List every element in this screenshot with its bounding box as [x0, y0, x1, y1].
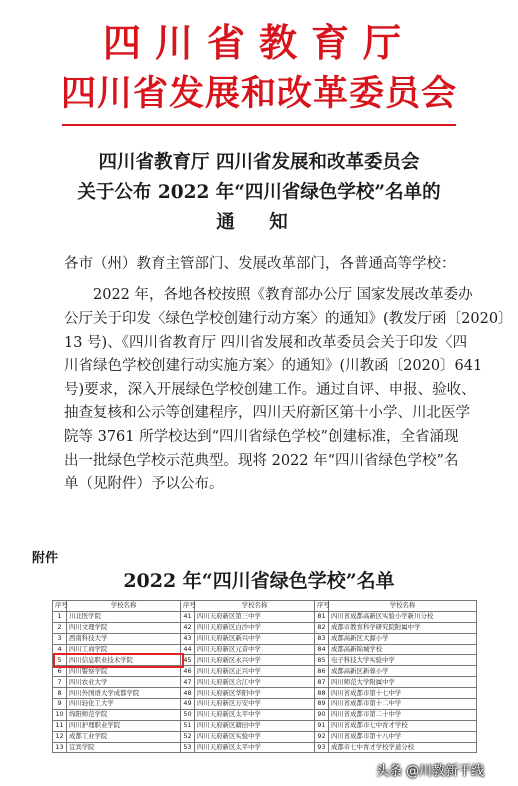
school-name-cell: 四川省成都市第十七中学	[329, 688, 477, 699]
school-name-cell: 四川天府新区万安中学	[195, 699, 315, 710]
serial-number-cell: 83	[315, 633, 329, 644]
table-row	[53, 677, 477, 688]
school-name-cell: 四川天府新区正兴中学	[195, 666, 315, 677]
school-name-cell: 四川天府新区籍田中学	[195, 720, 315, 731]
serial-number-cell: 9	[53, 699, 67, 710]
body-line: 出一批绿色学校示范典型。现将 2022 年“四川省绿色学校”名	[64, 453, 459, 469]
attachment-label: 附件	[32, 551, 59, 566]
serial-number-cell: 81	[315, 611, 329, 622]
school-name-cell: 绵阳师范学院	[67, 709, 181, 720]
body-line: 13 号)、《四川省教育厅 四川省发展和改革委员会关于印发〈四	[64, 335, 468, 351]
body-line: 川省绿色学校创建行动实施方案〉的通知》(川教函〔2020〕641	[64, 358, 483, 374]
school-name-cell: 四川天府新区第三中学	[195, 611, 315, 622]
serial-number-cell: 87	[315, 677, 329, 688]
highlight-box	[53, 653, 184, 668]
serial-number-cell: 11	[53, 720, 67, 731]
body-salutation: 各市（州）教育主管部门、发展改革部门，各普通高等学校：	[64, 256, 456, 272]
school-name-cell: 成都市教育科学研究院附属中学	[329, 622, 477, 633]
school-name-cell: 四川天府新区新兴中学	[195, 633, 315, 644]
body-line: 号)要求，深入开展绿色学校创建工作。通过自评、申报、验收、	[64, 382, 476, 398]
serial-number-cell: 90	[315, 709, 329, 720]
serial-number-cell: 47	[181, 677, 195, 688]
school-name-cell: 成都高新锦城学校	[329, 644, 477, 655]
issuer-development-commission: 四川省发展和改革委员会	[60, 74, 457, 114]
issuer-education-dept: 四川省教育厅	[102, 21, 415, 65]
serial-number-cell: 13	[53, 742, 67, 753]
table-row	[53, 611, 477, 622]
body-line: 2022 年，各地各校按照《教育部办公厅 国家发展改革委办	[93, 287, 473, 303]
school-name-cell: 四川警察学院	[67, 666, 181, 677]
serial-number-cell: 4	[53, 644, 67, 655]
column-header: 序号	[53, 601, 67, 612]
table-header-row	[53, 601, 477, 612]
school-name-cell: 四川护理职业学院	[67, 720, 181, 731]
school-name-cell: 四川信息职业技术学院	[67, 655, 181, 666]
school-name-cell: 四川天府新区永兴中学	[195, 655, 315, 666]
school-name-cell: 四川工商学院	[67, 644, 181, 655]
school-name-cell: 宜宾学院	[67, 742, 181, 753]
red-divider-line	[62, 124, 456, 126]
school-name-cell: 四川轻化工大学	[67, 699, 181, 710]
serial-number-cell: 92	[315, 731, 329, 742]
body-line: 单（见附件）予以公布。	[64, 476, 224, 492]
school-name-cell: 四川天府新区实验中学	[195, 731, 315, 742]
serial-number-cell: 46	[181, 666, 195, 677]
serial-number-cell: 52	[181, 731, 195, 742]
notice-title-line3: 通 知	[216, 212, 302, 233]
body-line: 院等 3761 所学校达到“四川省绿色学校”创建标准，全省涌现	[64, 429, 459, 445]
school-name-cell: 四川天府新区太平中学	[195, 742, 315, 753]
serial-number-cell: 10	[53, 709, 67, 720]
serial-number-cell: 48	[181, 688, 195, 699]
serial-number-cell: 44	[181, 644, 195, 655]
attachment-title: 2022 年“四川省绿色学校”名单	[123, 570, 395, 592]
serial-number-cell: 51	[181, 720, 195, 731]
body-line: 公厅关于印发〈绿色学校创建行动方案〉的通知》(教发厅函〔2020〕	[64, 311, 513, 327]
school-name-cell: 四川省成都市第十八中学	[329, 731, 477, 742]
serial-number-cell: 82	[315, 622, 329, 633]
school-name-cell: 西南科技大学	[67, 633, 181, 644]
school-name-cell: 四川省成都市第十二中学	[329, 699, 477, 710]
column-header: 学校名称	[329, 601, 477, 612]
school-name-cell: 四川天府新区华阳中学	[195, 688, 315, 699]
serial-number-cell: 43	[181, 633, 195, 644]
serial-number-cell: 6	[53, 666, 67, 677]
school-name-cell: 四川天府新区太平中学	[195, 709, 315, 720]
serial-number-cell: 89	[315, 699, 329, 710]
column-header: 学校名称	[195, 601, 315, 612]
serial-number-cell: 42	[181, 622, 195, 633]
school-name-cell: 川北医学院	[67, 611, 181, 622]
school-name-cell: 四川省成都高新区实验小学新川分校	[329, 611, 477, 622]
school-name-cell: 四川省成都市七中育才学校	[329, 720, 477, 731]
serial-number-cell: 1	[53, 611, 67, 622]
school-name-cell: 电子科技大学实验中学	[329, 655, 477, 666]
watermark: 头条 @川教新干线	[376, 764, 485, 779]
serial-number-cell: 86	[315, 666, 329, 677]
serial-number-cell: 53	[181, 742, 195, 753]
serial-number-cell: 5	[53, 655, 67, 666]
serial-number-cell: 50	[181, 709, 195, 720]
school-name-cell: 四川师范大学附属中学	[329, 677, 477, 688]
column-header: 学校名称	[67, 601, 181, 612]
serial-number-cell: 45	[181, 655, 195, 666]
school-name-cell: 成都工业学院	[67, 731, 181, 742]
school-name-cell: 四川天府新区合江中学	[195, 677, 315, 688]
serial-number-cell: 91	[315, 720, 329, 731]
serial-number-cell: 85	[315, 655, 329, 666]
school-name-cell: 四川外国语大学成都学院	[67, 688, 181, 699]
serial-number-cell: 84	[315, 644, 329, 655]
table-row	[53, 633, 477, 644]
table-row	[53, 709, 477, 720]
serial-number-cell: 41	[181, 611, 195, 622]
school-name-cell: 四川天府新区白沙中学	[195, 622, 315, 633]
serial-number-cell: 88	[315, 688, 329, 699]
school-name-cell: 成都市七中育才学校学道分校	[329, 742, 477, 753]
table-row	[53, 720, 477, 731]
table-row	[53, 742, 477, 753]
column-header: 序号	[181, 601, 195, 612]
school-name-cell: 四川文理学院	[67, 622, 181, 633]
table-row	[53, 688, 477, 699]
table-row	[53, 731, 477, 742]
notice-title-line1: 四川省教育厅 四川省发展和改革委员会	[98, 152, 420, 173]
school-list-table	[52, 600, 477, 753]
table-row	[53, 622, 477, 633]
serial-number-cell: 49	[181, 699, 195, 710]
serial-number-cell: 7	[53, 677, 67, 688]
table-row	[53, 699, 477, 710]
serial-number-cell: 3	[53, 633, 67, 644]
notice-title-line2: 关于公布 2022 年“四川省绿色学校”名单的	[77, 182, 441, 203]
school-name-cell: 四川农业大学	[67, 677, 181, 688]
school-name-cell: 四川天府新区元音中学	[195, 644, 315, 655]
school-name-cell: 成都高新区新蓉小学	[329, 666, 477, 677]
body-line: 抽查复核和公示等创建程序，四川天府新区第十小学、川北医学	[64, 405, 470, 421]
column-header: 序号	[315, 601, 329, 612]
serial-number-cell: 2	[53, 622, 67, 633]
serial-number-cell: 93	[315, 742, 329, 753]
school-name-cell: 成都高新区大源小学	[329, 633, 477, 644]
serial-number-cell: 12	[53, 731, 67, 742]
school-name-cell: 四川省成都市第二十中学	[329, 709, 477, 720]
serial-number-cell: 8	[53, 688, 67, 699]
